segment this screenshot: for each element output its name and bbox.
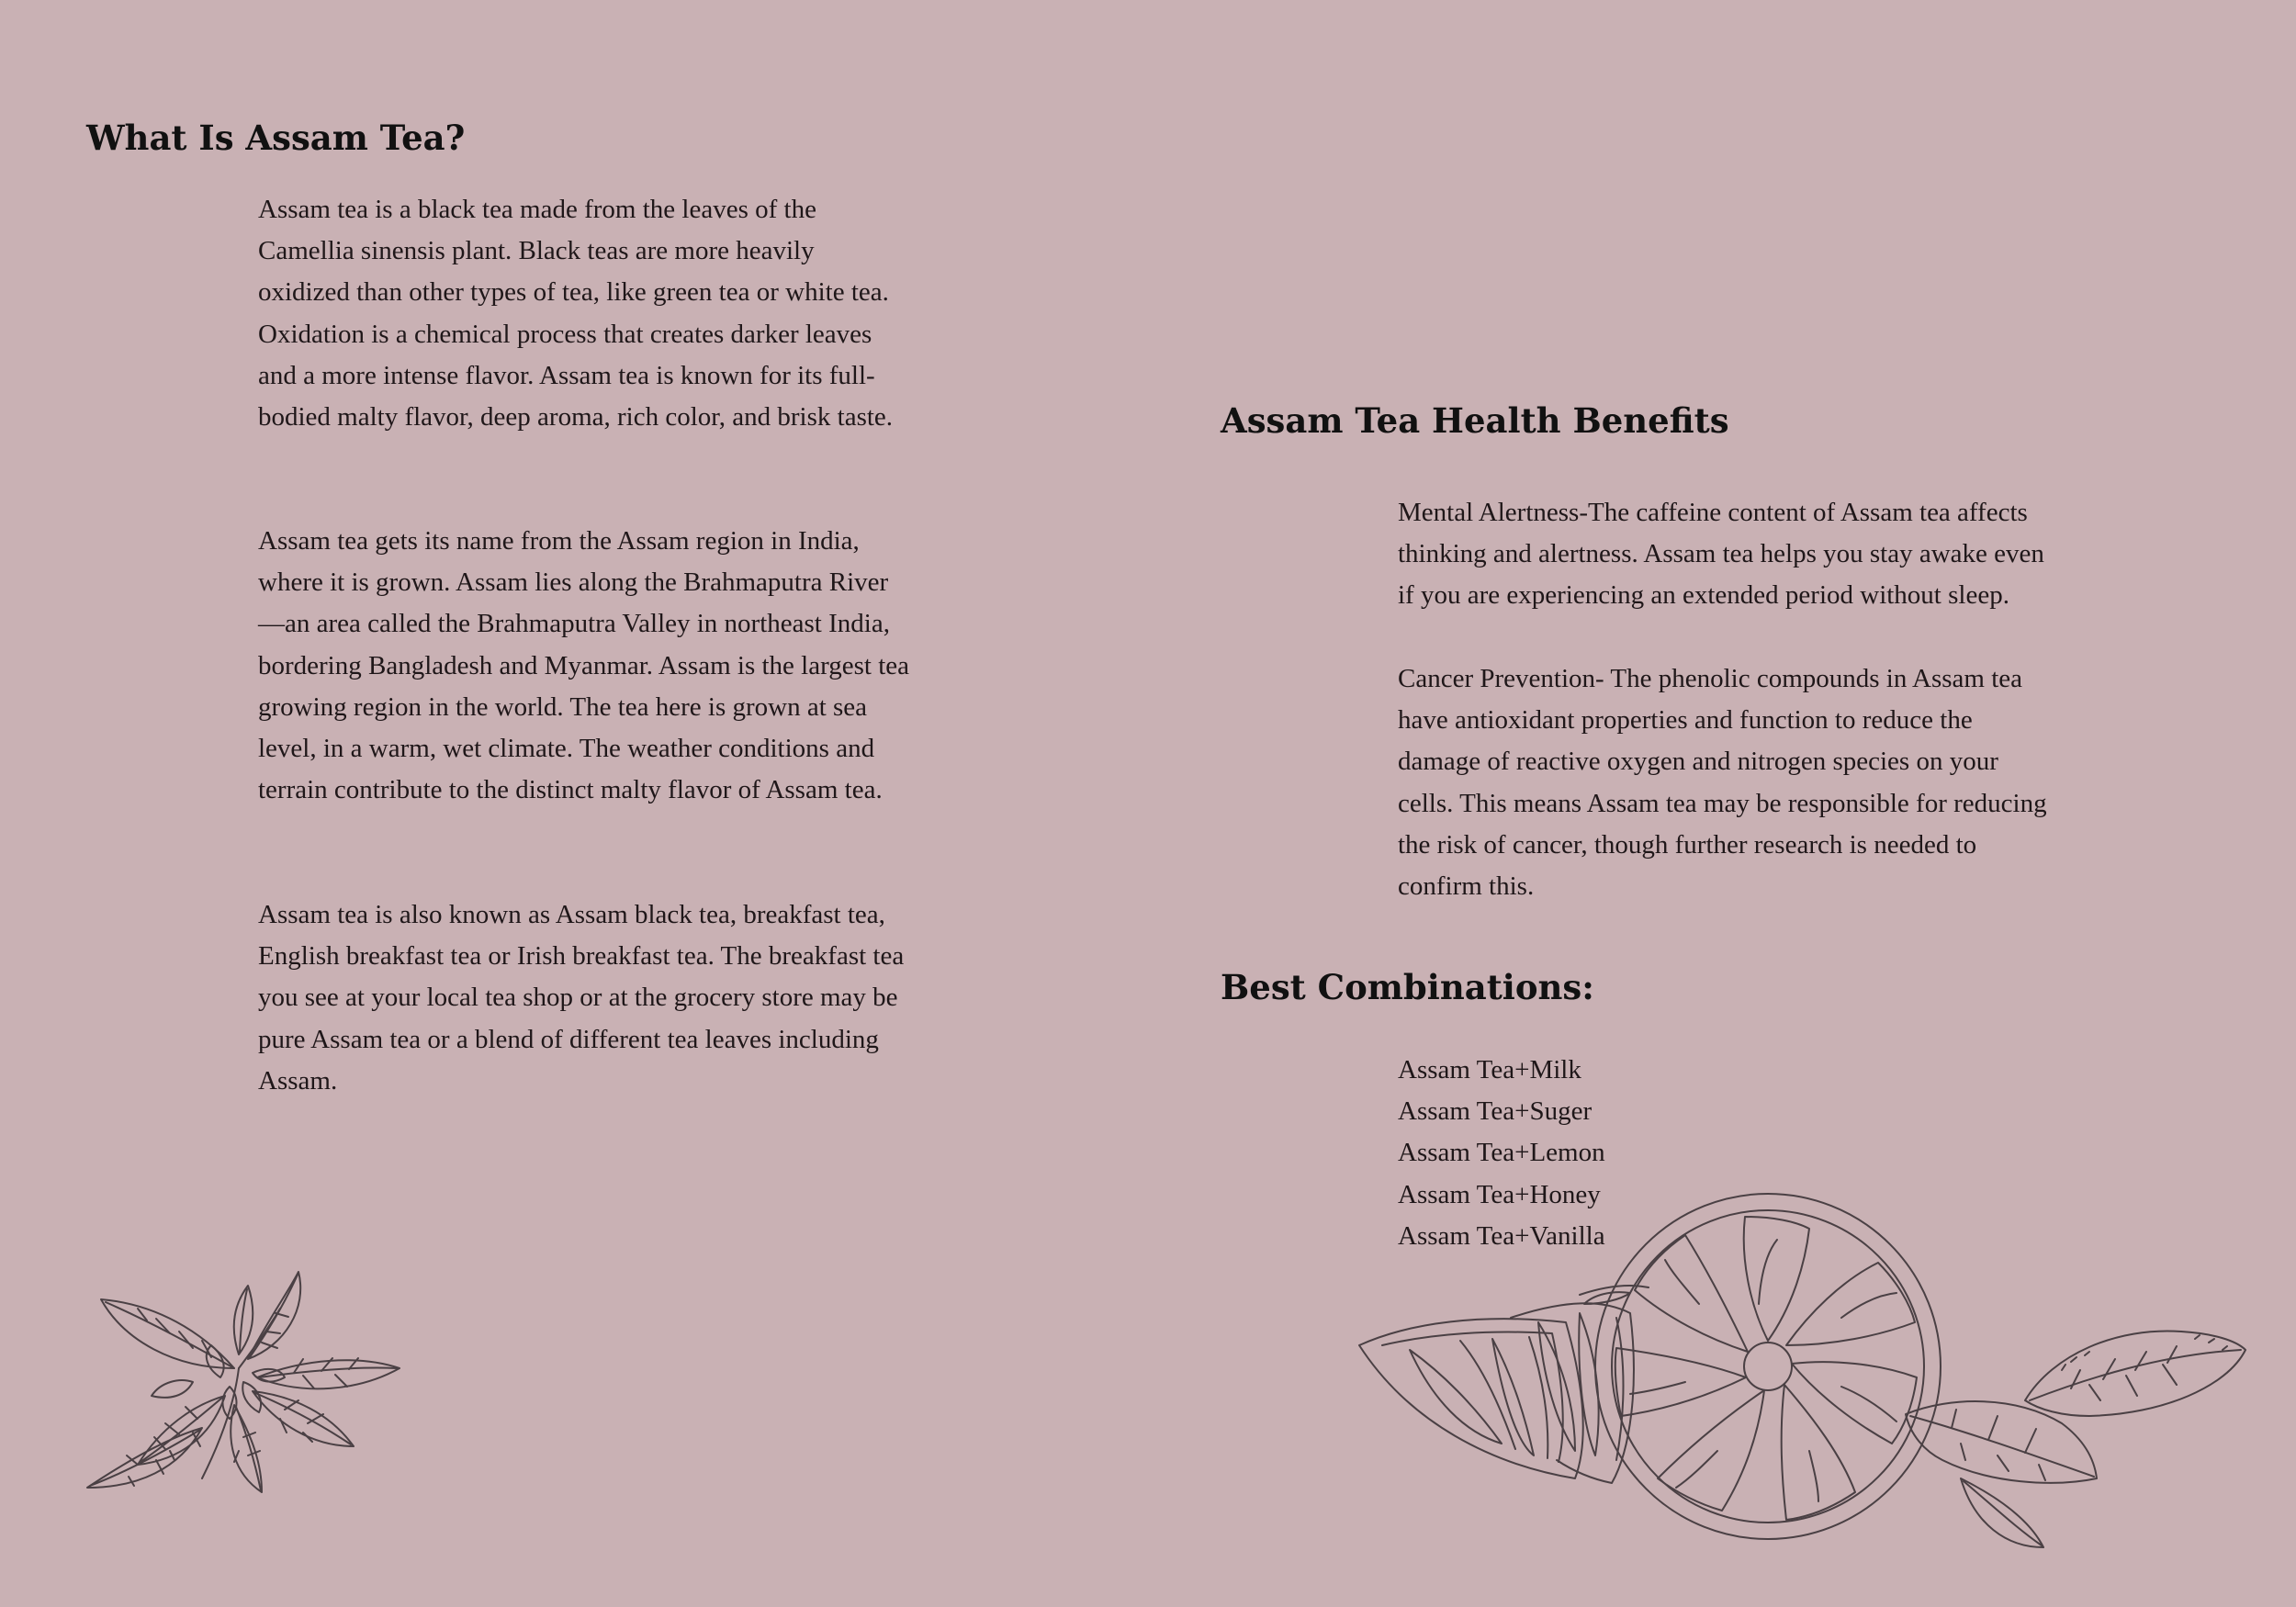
list-item: Assam Tea+Vanilla bbox=[1398, 1220, 1605, 1251]
lemon-slices-illustration bbox=[1355, 1175, 2250, 1579]
list-item: Assam Tea+Lemon bbox=[1398, 1138, 1605, 1168]
list-item: Assam Tea+Milk bbox=[1398, 1055, 1581, 1084]
left-page-title: What Is Assam Tea? bbox=[86, 118, 466, 158]
list-item: Assam Tea+Honey bbox=[1398, 1179, 1601, 1209]
list-item: Assam Tea+Suger bbox=[1398, 1096, 1593, 1127]
benefits-title: Assam Tea Health Benefits bbox=[1221, 400, 1729, 441]
left-paragraph-2: Assam tea gets its name from the Assam region in India, where it is grown. Assam lies along the Brahmaputra River—an area called the Brahmaputra Valley in northeast India, bordering Bangladesh and Myanmar. Assam is the largest tea growing region in the world. The tea here is grown at sea level, in a warm, wet climate. The weather conditions and terrain contribute to the distinct malty flavor of Assam tea. bbox=[258, 526, 909, 805]
benefit-mental-alertness: Mental Alertness-The caffeine content of Assam tea affects thinking and alertness. Assam tea helps you stay awake even if you are experiencing an extended period without sleep. bbox=[1398, 498, 2044, 611]
left-paragraph-1: Assam tea is a black tea made from the leaves of the Camellia sinensis plant. Black teas are more heavily oxidized than other types of tea, like green tea or white tea. Oxidation is a chemical process that creates darker leaves and a more intense flavor. Assam tea is known for its full-bodied malty flavor, deep aroma, rich color, and brisk taste. bbox=[258, 195, 894, 433]
left-paragraph-3: Assam tea is also known as Assam black tea, breakfast tea, English breakfast tea or Irish breakfast tea. The breakfast tea you see at your local tea shop or at the grocery store may be pure Assam tea or a blend of different tea leaves including Assam. bbox=[258, 900, 905, 1096]
combinations-title: Best Combinations: bbox=[1221, 967, 1594, 1007]
tea-leaves-illustration bbox=[83, 1267, 404, 1497]
benefit-cancer-prevention: Cancer Prevention- The phenolic compounds in Assam tea have antioxidant properties and function to reduce the damage of reactive oxygen and nitrogen species on your cells. This means Assam tea may be responsible for reducing the risk of cancer, though further research is needed to confirm this. bbox=[1398, 664, 2047, 902]
